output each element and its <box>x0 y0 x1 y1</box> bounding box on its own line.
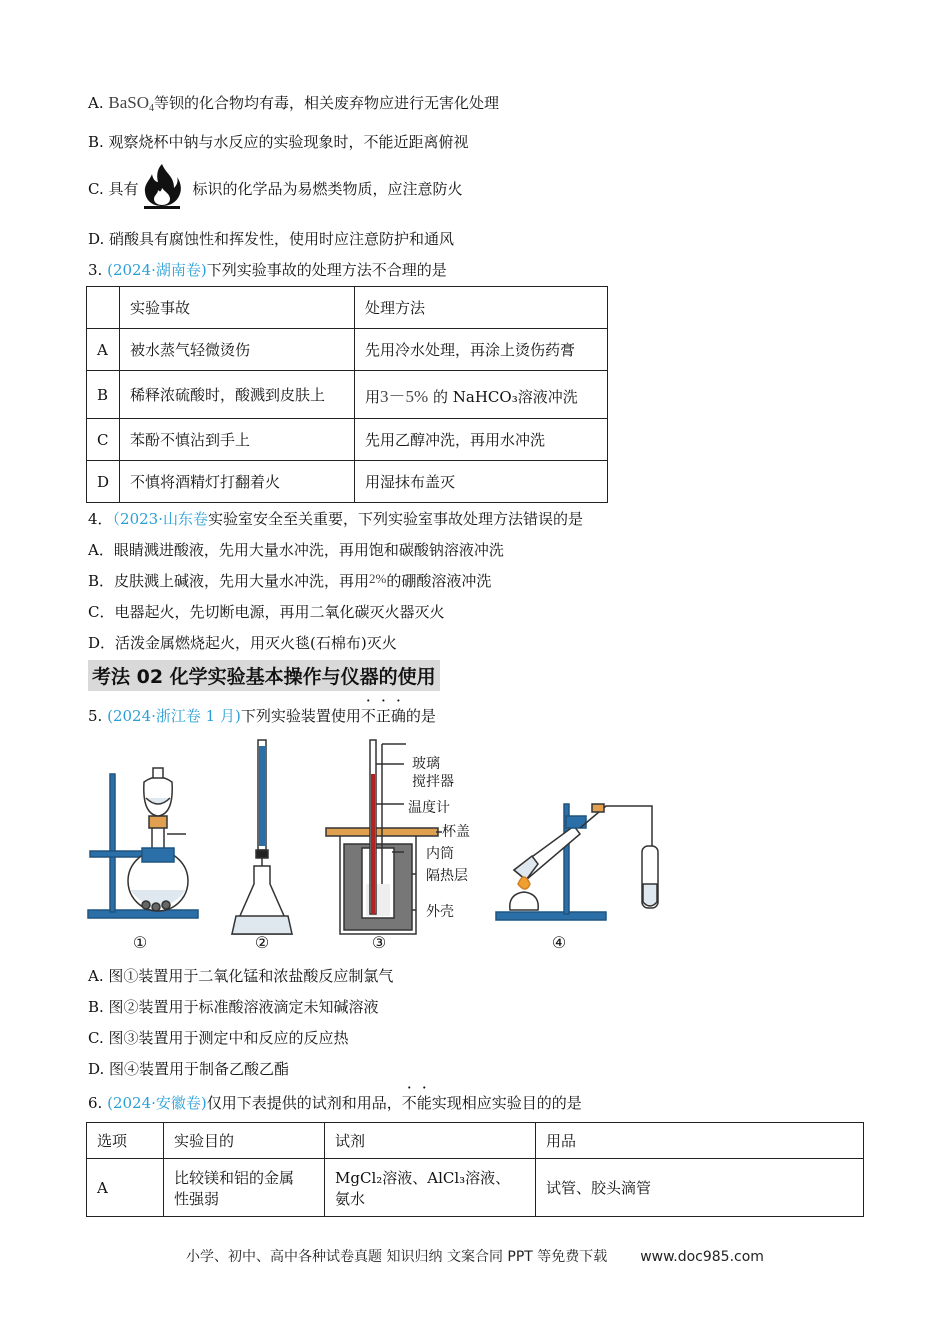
q3-header-method: 处理方法 <box>355 287 608 329</box>
q3-header-accident: 实验事故 <box>120 287 355 329</box>
q4-option-d: D．活泼金属燃烧起火，用灭火毯(石棉布)灭火 <box>88 634 397 652</box>
q6-source: (2024·安徽卷) <box>107 1094 207 1112</box>
q3-table <box>86 286 608 503</box>
table-row: A 比较镁和铝的金属 性强弱 MgCl₂溶液、AlCl₃溶液、 氨水 试管、胶头滴管 <box>87 1159 864 1217</box>
fig-label-3: ③ <box>371 933 387 952</box>
q3-stem: 3. (2024·湖南卷)下列实验事故的处理方法不合理的是 <box>88 261 447 279</box>
apparatus-2 <box>232 740 292 934</box>
fig3-label-outer: 外壳 <box>426 904 454 920</box>
fig-label-2: ② <box>254 933 270 952</box>
q4-stem: 4．（2023·山东卷实验室安全至关重要，下列实验室事故处理方法错误的是 <box>88 510 584 528</box>
fig3-label-lid: 杯盖 <box>442 824 470 840</box>
q5-stem: 5. (2024·浙江卷 1 月)下列实验装置使用不正确的是 <box>88 707 436 725</box>
q4-option-c: C．电器起火，先切断电源，再用二氧化碳灭火器灭火 <box>88 603 445 621</box>
baso4-formula: BaSO$_4$ <box>108 93 154 114</box>
fig-label-4: ④ <box>551 933 567 952</box>
q5-option-c: C. 图③装置用于测定中和反应的反应热 <box>88 1029 349 1047</box>
q5-option-a: A. 图①装置用于二氧化锰和浓盐酸反应制氯气 <box>88 967 394 985</box>
apparatus-1 <box>88 768 198 918</box>
footer-link[interactable]: www.doc985.com <box>640 1249 764 1265</box>
q2-option-a: A. BaSO$_4$等钡的化合物均有毒，相关废弃物应进行无害化处理 <box>88 93 500 114</box>
q2-option-d: D. 硝酸具有腐蚀性和挥发性，使用时应注意防护和通风 <box>88 230 455 248</box>
footer: 小学、初中、高中各种试卷真题 知识归纳 文案合同 PPT 等免费下载 www.doc985.com <box>186 1249 764 1265</box>
q2-option-b: B. 观察烧杯中钠与水反应的实验现象时，不能近距离俯视 <box>88 133 469 151</box>
fig3-label-thermo: 温度计 <box>408 800 450 816</box>
section-heading: 考法 02 化学实验基本操作与仪器的使用 <box>88 660 440 691</box>
q4-option-b: B．皮肤溅上碱液，先用大量水冲洗，再用2%的硼酸溶液冲洗 <box>88 571 492 590</box>
flammable-icon <box>140 162 184 210</box>
table-row: D 不慎将酒精灯打翻着火 用湿抹布盖灭 <box>87 461 608 503</box>
table-row: B 稀释浓硫酸时，酸溅到皮肤上 用3－5% 的 NaHCO₃溶液冲洗 <box>87 371 608 419</box>
q4-source: （2023·山东卷 <box>112 510 208 528</box>
fig3-label-glass1: 玻璃 <box>412 756 440 772</box>
fig3-label-inner: 内筒 <box>426 846 454 862</box>
q5-option-b: B. 图②装置用于标准酸溶液滴定未知碱溶液 <box>88 998 379 1016</box>
table-row: C 苯酚不慎沾到手上 先用乙醇冲洗，再用水冲洗 <box>87 419 608 461</box>
fig3-label-insul: 隔热层 <box>426 868 468 884</box>
apparatus-4 <box>496 804 658 920</box>
fig-label-1: ① <box>132 933 148 952</box>
q6-stem: 6. (2024·安徽卷)仅用下表提供的试剂和用品，不能实现相应实验目的的是 <box>88 1094 582 1112</box>
q3-source: (2024·湖南卷) <box>107 261 207 279</box>
q4-option-a: A．眼睛溅进酸液，先用大量水冲洗，再用饱和碳酸钠溶液冲洗 <box>88 541 504 559</box>
q2-option-c: C. 具有 标识的化学品为易燃类物质，应注意防火 <box>88 180 463 198</box>
q5-option-d: D. 图④装置用于制备乙酸乙酯 <box>88 1060 290 1078</box>
q5-apparatus-figures <box>86 734 666 956</box>
q5-source: (2024·浙江卷 1 月) <box>107 707 241 725</box>
table-row: A 被水蒸气轻微烫伤 先用冷水处理，再涂上烫伤药膏 <box>87 329 608 371</box>
fig3-label-glass2: 搅拌器 <box>412 774 454 790</box>
q6-table: 选项 实验目的 试剂 用品 A 比较镁和铝的金属 性强弱 MgCl₂溶液、AlCl₃溶液、 氨水 试管、胶头滴管 <box>86 1122 864 1217</box>
